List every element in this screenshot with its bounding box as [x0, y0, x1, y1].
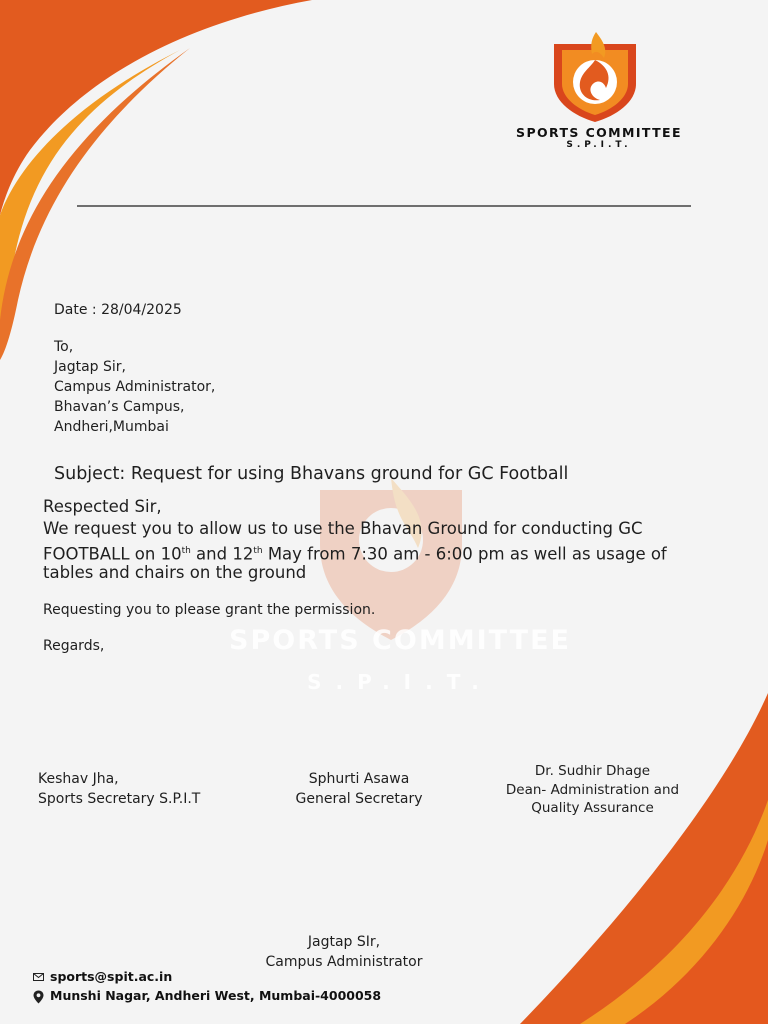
- signatory-title-2: Quality Assurance: [531, 800, 654, 816]
- signatory-keshav: [38, 769, 200, 809]
- location-pin-icon: [33, 990, 44, 1004]
- recipient-line: Jagtap Sir,: [54, 359, 126, 375]
- signatory-title: Dean- Administration and: [505, 781, 680, 798]
- signatory-name: Jagtap SIr,: [307, 934, 381, 950]
- brand-subtitle: S.P.I.T.: [566, 140, 632, 150]
- letter-to: To,: [54, 339, 74, 355]
- watermark-name: SPORTS COMMITTEE: [229, 625, 571, 656]
- letter-salutation: Respected Sir,: [43, 497, 162, 516]
- signatory-title: General Secretary: [295, 791, 423, 807]
- signatory-jagtap: [250, 932, 438, 972]
- body-line-2: FOOTBALL on 10th and 12th May from 7:30 am - 6:00 pm as well as usage of: [43, 544, 667, 564]
- letter-request: Requesting you to please grant the permission.: [43, 602, 376, 618]
- signatory-dhage: [490, 762, 695, 818]
- sports-committee-logo: [552, 30, 638, 122]
- footer-address: Munshi Nagar, Andheri West, Mumbai-4000058: [50, 988, 382, 1003]
- recipient-address: [54, 357, 215, 437]
- body-line-3: tables and chairs on the ground: [43, 563, 307, 582]
- signatory-title: Campus Administrator: [265, 954, 423, 970]
- signatory-name: Dr. Sudhir Dhage: [534, 763, 651, 779]
- body-line-1: We request you to allow us to use the Bhavan Ground for conducting GC: [43, 519, 643, 538]
- signatory-name: Keshav Jha,: [38, 771, 119, 787]
- recipient-line: Andheri,Mumbai: [54, 419, 169, 435]
- letter-date: Date : 28/04/2025: [54, 302, 182, 318]
- footer-email: sports@spit.ac.in: [50, 969, 173, 984]
- watermark-subtitle: S.P.I.T.: [307, 670, 493, 694]
- recipient-line: Campus Administrator,: [54, 379, 216, 395]
- letter-regards: Regards,: [43, 638, 105, 654]
- brand-name: SPORTS COMMITTEE: [516, 125, 682, 140]
- signatory-sphurti: [270, 769, 448, 809]
- letter-subject: Subject: Request for using Bhavans ground for GC Football: [54, 464, 569, 484]
- recipient-line: Bhavan’s Campus,: [54, 399, 185, 415]
- signatory-title: Sports Secretary S.P.I.T: [38, 791, 201, 807]
- header-divider: [77, 205, 691, 207]
- signatory-name: Sphurti Asawa: [308, 771, 410, 787]
- mail-icon: [33, 973, 44, 981]
